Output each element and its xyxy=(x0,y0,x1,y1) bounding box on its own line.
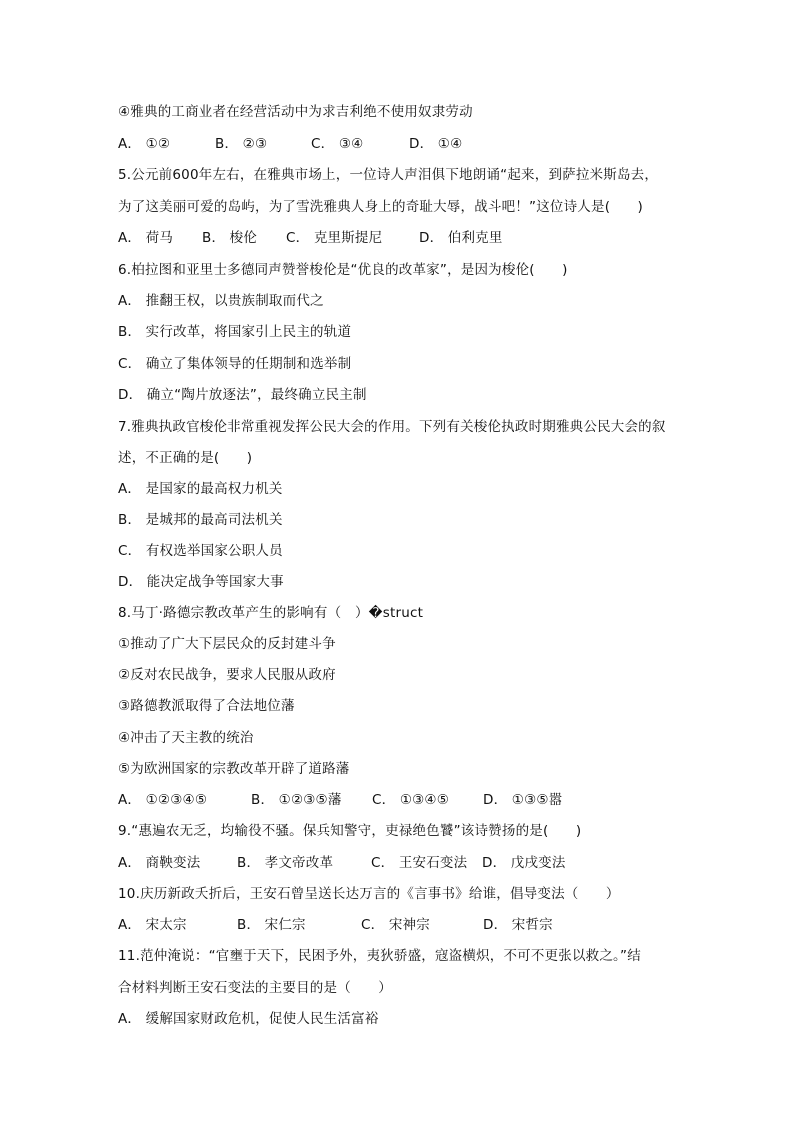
q10-stem: 10.庆历新政夭折后，王安石曾呈送长达万言的《言事书》给谁，倡导变法（ ） xyxy=(118,886,620,902)
q8-statement-1: ①推动了广大下层民众的反封建斗争 xyxy=(118,636,336,652)
q9-options xyxy=(118,854,566,872)
q10-option-a: A． 宋太宗 xyxy=(118,917,187,933)
q6-option-d: D． 确立“陶片放逐法”，最终确立民主制 xyxy=(118,387,367,403)
q11-stem-line1: 11.范仲淹说：“官壅于天下，民困予外，夷狄骄盛，寇盗横炽，不可不更张以救之。”结 xyxy=(118,948,641,964)
q6-option-a: A． 推翻王权，以贵族制取而代之 xyxy=(118,293,324,309)
q8-option-b: B． ①②③⑤藩 xyxy=(251,792,342,808)
q7-option-c: C． 有权选举国家公职人员 xyxy=(118,543,283,559)
q6-option-c: C． 确立了集体领导的任期制和选举制 xyxy=(118,356,352,372)
q4-option-b: B． ②③ xyxy=(215,136,268,152)
q11-option-a: A． 缓解国家财政危机，促使人民生活富裕 xyxy=(118,1011,379,1027)
q5-option-c: C． 克里斯提尼 xyxy=(286,230,383,246)
q7-option-d: D． 能决定战争等国家大事 xyxy=(118,574,284,590)
q7-stem-line1: 7.雅典执政官梭伦非常重视发挥公民大会的作用。下列有关梭伦执政时期雅典公民大会的叙 xyxy=(118,419,666,435)
q4-statement-4: ④雅典的工商业者在经营活动中为求吉利绝不使用奴隶劳动 xyxy=(118,104,473,120)
q8-option-d: D． ①③⑤嚣 xyxy=(483,792,563,808)
q9-option-c: C． 王安石变法 xyxy=(371,855,468,871)
q9-option-a: A． 商鞅变法 xyxy=(118,855,201,871)
q4-option-a: A． ①② xyxy=(118,136,171,152)
q7-option-a: A． 是国家的最高权力机关 xyxy=(118,481,283,497)
q5-stem-line2: 为了这美丽可爱的岛屿，为了雪洗雅典人身上的奇耻大辱，战斗吧！”这位诗人是( ) xyxy=(118,199,644,215)
q9-option-b: B． 孝文帝改革 xyxy=(237,855,334,871)
q8-options xyxy=(118,791,562,809)
q6-option-b: B． 实行改革，将国家引上民主的轨道 xyxy=(118,324,352,340)
q8-statement-2: ②反对农民战争，要求人民服从政府 xyxy=(118,667,336,683)
q9-option-d: D． 戊戌变法 xyxy=(482,855,566,871)
q4-options xyxy=(118,135,462,153)
q8-statement-4: ④冲击了天主教的统治 xyxy=(118,730,254,746)
q5-option-d: D． 伯利克里 xyxy=(419,230,503,246)
q9-stem: 9.“惠遍农无乏，均输役不骚。保兵知警守，吏禄绝色饕”该诗赞扬的是( ) xyxy=(118,823,582,839)
q8-stem: 8.马丁·路德宗教改革产生的影响有（ ）�struct xyxy=(118,605,424,621)
q8-statement-3: ③路德教派取得了合法地位藩 xyxy=(118,698,295,714)
q10-option-b: B． 宋仁宗 xyxy=(237,917,306,933)
q5-stem-line1: 5.公元前600年左右，在雅典市场上，一位诗人声泪俱下地朗诵“起来，到萨拉米斯岛去， xyxy=(118,167,659,183)
q5-option-a: A． 荷马 xyxy=(118,230,174,246)
q6-stem: 6.柏拉图和亚里士多德同声赞誉梭伦是“优良的改革家”，是因为梭伦( ) xyxy=(118,262,568,278)
q4-option-c: C． ③④ xyxy=(311,136,364,152)
q11-stem-line2: 合材料判断王安石变法的主要目的是（ ） xyxy=(118,980,392,996)
q7-stem-line2: 述，不正确的是( ) xyxy=(118,450,253,466)
q10-options xyxy=(118,916,553,934)
q5-options xyxy=(118,229,503,247)
q8-statement-5: ⑤为欧洲国家的宗教改革开辟了道路藩 xyxy=(118,761,350,777)
q10-option-c: C． 宋神宗 xyxy=(361,917,430,933)
q7-option-b: B． 是城邦的最高司法机关 xyxy=(118,512,283,528)
q8-option-c: C． ①③④⑤ xyxy=(372,792,450,808)
q8-option-a: A． ①②③④⑤ xyxy=(118,792,208,808)
q5-option-b: B． 梭伦 xyxy=(202,230,258,246)
q10-option-d: D． 宋哲宗 xyxy=(483,917,553,933)
q4-option-d: D． ①④ xyxy=(409,136,463,152)
